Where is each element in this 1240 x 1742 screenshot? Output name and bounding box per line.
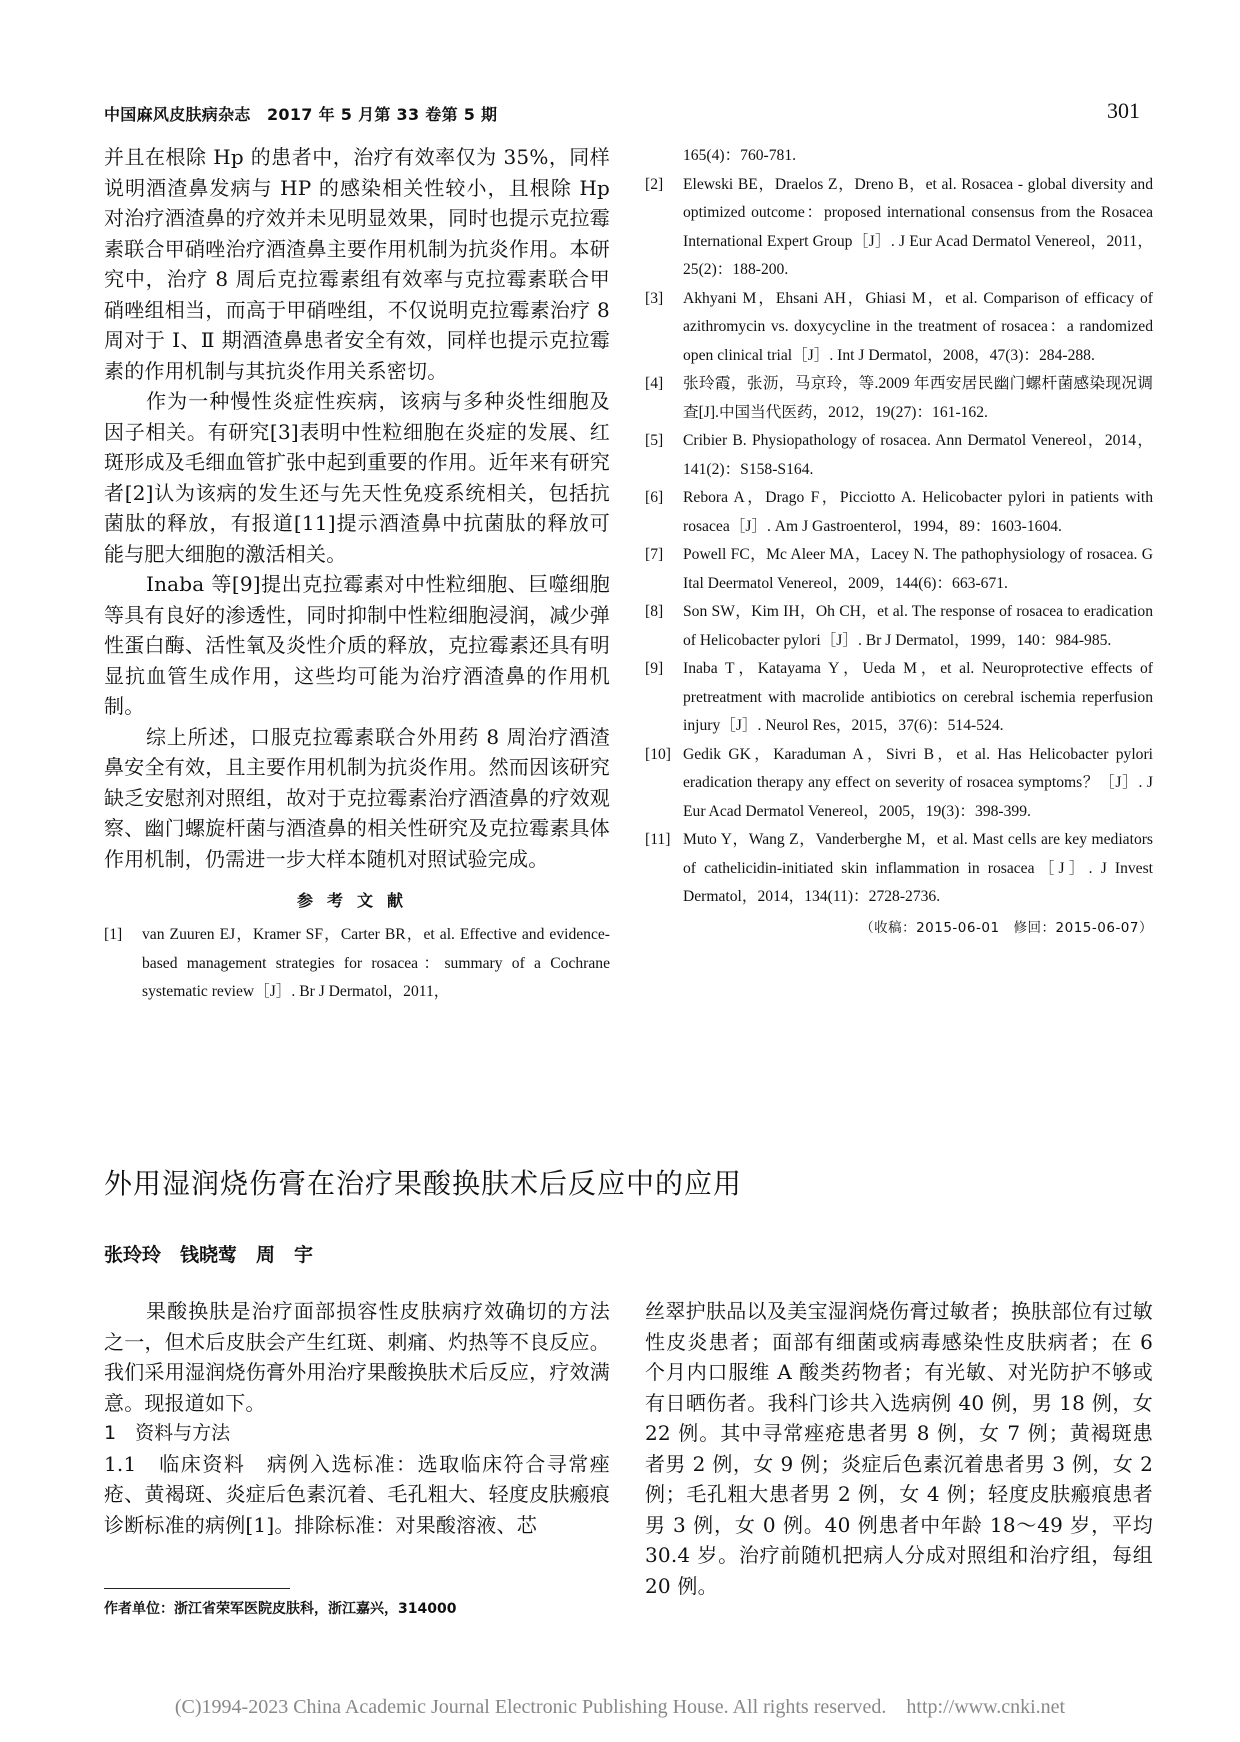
reference-text: Cribier B. Physiopathology of rosacea. Ann Dermatol Venereol，2014，141(2)：S158-S164. <box>683 432 1153 478</box>
reference-number: [9] <box>645 660 664 677</box>
reference-item <box>645 598 1153 655</box>
body-paragraph: 果酸换肤是治疗面部损容性皮肤病疗效确切的方法之一，但术后皮肤会产生红斑、刺痛、灼热等不良反应。我们采用湿润烧伤膏外用治疗果酸换肤术后反应，疗效满意。现报道如下。 <box>104 1299 610 1415</box>
reference-text: van Zuuren EJ，Kramer SF，Carter BR，et al. Effective and evidence-based management strategies for rosacea：summary of a Cochrane systematic review［J］. Br J Dermatol，2011， <box>142 926 610 1000</box>
article-authors: 张玲玲 钱晓莺 周 宇 <box>104 1244 314 1266</box>
reference-item <box>645 171 1153 285</box>
author-affiliation-footnote: 作者单位：浙江省荣军医院皮肤科，浙江嘉兴，314000 <box>104 1601 457 1617</box>
reference-number: [8] <box>645 603 664 620</box>
new-article-right-column <box>645 1296 1153 1601</box>
reference-number: [4] <box>645 375 664 392</box>
reference-text: 165(4)：760-781. <box>683 147 797 164</box>
body-paragraph: 1.1 临床资料 病例入选标准：选取临床符合寻常痤疮、黄褐斑、炎症后色素沉着、毛孔粗大、轻度皮肤瘢痕诊断标准的病例[1]。排除标准：对果酸溶液、芯 <box>104 1451 610 1537</box>
journal-running-head: 中国麻风皮肤病杂志 2017 年 5 月第 33 卷第 5 期 <box>104 105 498 124</box>
body-paragraph: 并且在根除 Hp 的患者中，治疗有效率仅为 35%，同样说明酒渣鼻发病与 HP 的感染相关性较小，且根除 Hp 对治疗酒渣鼻的疗效并未见明显效果，同时也提示克拉霉素联合甲硝唑治疗酒渣鼻主要作用机制为抗炎作用。本研究中，治疗 8 周后克拉霉素组有效率与克拉霉素联合甲硝唑组相当，而高于甲硝唑组，不仅说明克拉霉素治疗 8 周对于 Ⅰ、Ⅱ 期酒渣鼻患者安全有效，同样也提示克拉霉素的作用机制与其抗炎作用关系密切。 <box>104 145 610 383</box>
reference-text: Elewski BE，Draelos Z，Dreno B，et al. Rosacea - global diversity and optimized outcome：proposed international consensus from the Rosacea International Expert Group［J］. J Eur Acad Dermatol Venereol，2011，25(2)：188-200. <box>683 175 1153 278</box>
page-header <box>104 98 1140 130</box>
page-number: 301 <box>1107 98 1140 123</box>
reference-item <box>645 370 1153 427</box>
reference-item <box>645 484 1153 541</box>
reference-number: [6] <box>645 489 664 506</box>
reference-number: [11] <box>645 831 671 848</box>
reference-item <box>645 285 1153 371</box>
reference-number <box>645 142 683 171</box>
received-date: （收稿：2015-06-01 修回：2015-06-07） <box>860 919 1153 936</box>
new-article-left-column <box>104 1296 610 1540</box>
reference-number: [3] <box>645 289 664 307</box>
reference-item <box>645 541 1153 598</box>
reference-text: Gedik GK，Karaduman A，Sivri B，et al. Has Helicobacter pylori eradication therapy any effect on severity of rosacea symptoms？［J］. J Eur Acad Dermatol Venereol，2005，19(3)：398-399. <box>683 745 1153 820</box>
body-paragraph: Inaba 等[9]提出克拉霉素对中性粒细胞、巨噬细胞等具有良好的渗透性，同时抑制中性粒细胞浸润，减少弹性蛋白酶、活性氧及炎性介质的释放，克拉霉素还具有明显抗血管生成作用，这些均可能为治疗酒渣鼻的作用机制。 <box>104 572 610 718</box>
section-heading: 1 资料与方法 <box>104 1422 231 1444</box>
reference-number: [7] <box>645 546 664 563</box>
reference-item <box>645 142 1153 171</box>
prev-article-left-column <box>104 142 610 1007</box>
reference-item <box>645 427 1153 484</box>
reference-number: [2] <box>645 175 664 193</box>
reference-item <box>645 741 1153 827</box>
reference-text: Powell FC，Mc Aleer MA，Lacey N. The pathophysiology of rosacea. G Ital Deermatol Venereol，2009，144(6)：663-671. <box>683 546 1153 592</box>
reference-text: Son SW，Kim IH，Oh CH，et al. The response of rosacea to eradication of Helicobacter pylori［J］. Br J Dermatol，1999，140：984-985. <box>683 603 1153 649</box>
reference-text: 张玲霞，张沥，马京玲，等.2009 年西安居民幽门螺杆菌感染现况调查[J].中国当代医药，2012，19(27)：161-162. <box>683 375 1153 421</box>
reference-number: [10] <box>645 745 671 763</box>
references-heading: 参考文献 <box>296 891 417 910</box>
reference-text: Rebora A，Drago F，Picciotto A. Helicobacter pylori in patients with rosacea［J］. Am J Gastroenterol，1994，89：1603-1604. <box>683 489 1153 535</box>
reference-text: Inaba T，Katayama Y，Ueda M，et al. Neuroprotective effects of pretreatment with macrolide antibiotics on cerebral ischemia reperfusion injury［J］. Neurol Res，2015，37(6)：514-524. <box>683 660 1153 734</box>
body-paragraph: 综上所述，口服克拉霉素联合外用药 8 周治疗酒渣鼻安全有效，且主要作用机制为抗炎作用。然而因该研究缺乏安慰剂对照组，故对于克拉霉素治疗酒渣鼻的疗效观察、幽门螺旋杆菌与酒渣鼻的相关性研究及克拉霉素具体作用机制，仍需进一步大样本随机对照试验完成。 <box>104 724 610 871</box>
body-paragraph: 丝翠护肤品以及美宝湿润烧伤膏过敏者；换肤部位有过敏性皮炎患者；面部有细菌或病毒感染性皮肤病者；在 6 个月内口服维 A 酸类药物者；有光敏、对光防护不够或有日晒伤者。我科门诊共入选病例 40 例，男 18 例，女 22 例。其中寻常痤疮患者男 8 例，女 7 例；黄褐斑患者男 2 例，女 9 例；炎症后色素沉着患者男 3 例，女 2 例；毛孔粗大患者男 2 例，女 4 例；轻度皮肤瘢痕患者男 3 例，女 0 例。40 例患者中年龄 18～49 岁，平均 30.4 岁。治疗前随机把病人分成对照组和治疗组，每组 20 例。 <box>645 1299 1153 1598</box>
reference-item <box>104 921 610 1007</box>
footnote-divider <box>104 1588 290 1589</box>
reference-text: Muto Y，Wang Z，Vanderberghe M，et al. Mast cells are key mediators of cathelicidin-initiated skin inflammation in rosacea［J］. J Invest Dermatol，2014，134(11)：2728-2736. <box>683 831 1153 905</box>
reference-item <box>645 826 1153 912</box>
body-paragraph: 作为一种慢性炎症性疾病，该病与多种炎性细胞及因子相关。有研究[3]表明中性粒细胞在炎症的发展、红斑形成及毛细血管扩张中起到重要的作用。近年来有研究者[2]认为该病的发生还与先天性免疫系统相关，包括抗菌肽的释放，有报道[11]提示酒渣鼻中抗菌肽的释放可能与肥大细胞的激活相关。 <box>104 389 610 566</box>
copyright-watermark: (C)1994-2023 China Academic Journal Electronic Publishing House. All rights reserved. http://www.cnki.net <box>174 1696 1066 1718</box>
reference-item <box>645 655 1153 741</box>
article-title: 外用湿润烧伤膏在治疗果酸换肤术后反应中的应用 <box>104 1167 743 1200</box>
reference-number: [5] <box>645 432 664 449</box>
references-right-column <box>645 142 1153 936</box>
reference-text: Akhyani M，Ehsani AH，Ghiasi M，et al. Comparison of efficacy of azithromycin vs. doxycycline in the treatment of rosacea：a randomized open clinical trial［J］. Int J Dermatol，2008，47(3)：284-288. <box>683 289 1153 364</box>
reference-number: [1] <box>104 926 123 943</box>
